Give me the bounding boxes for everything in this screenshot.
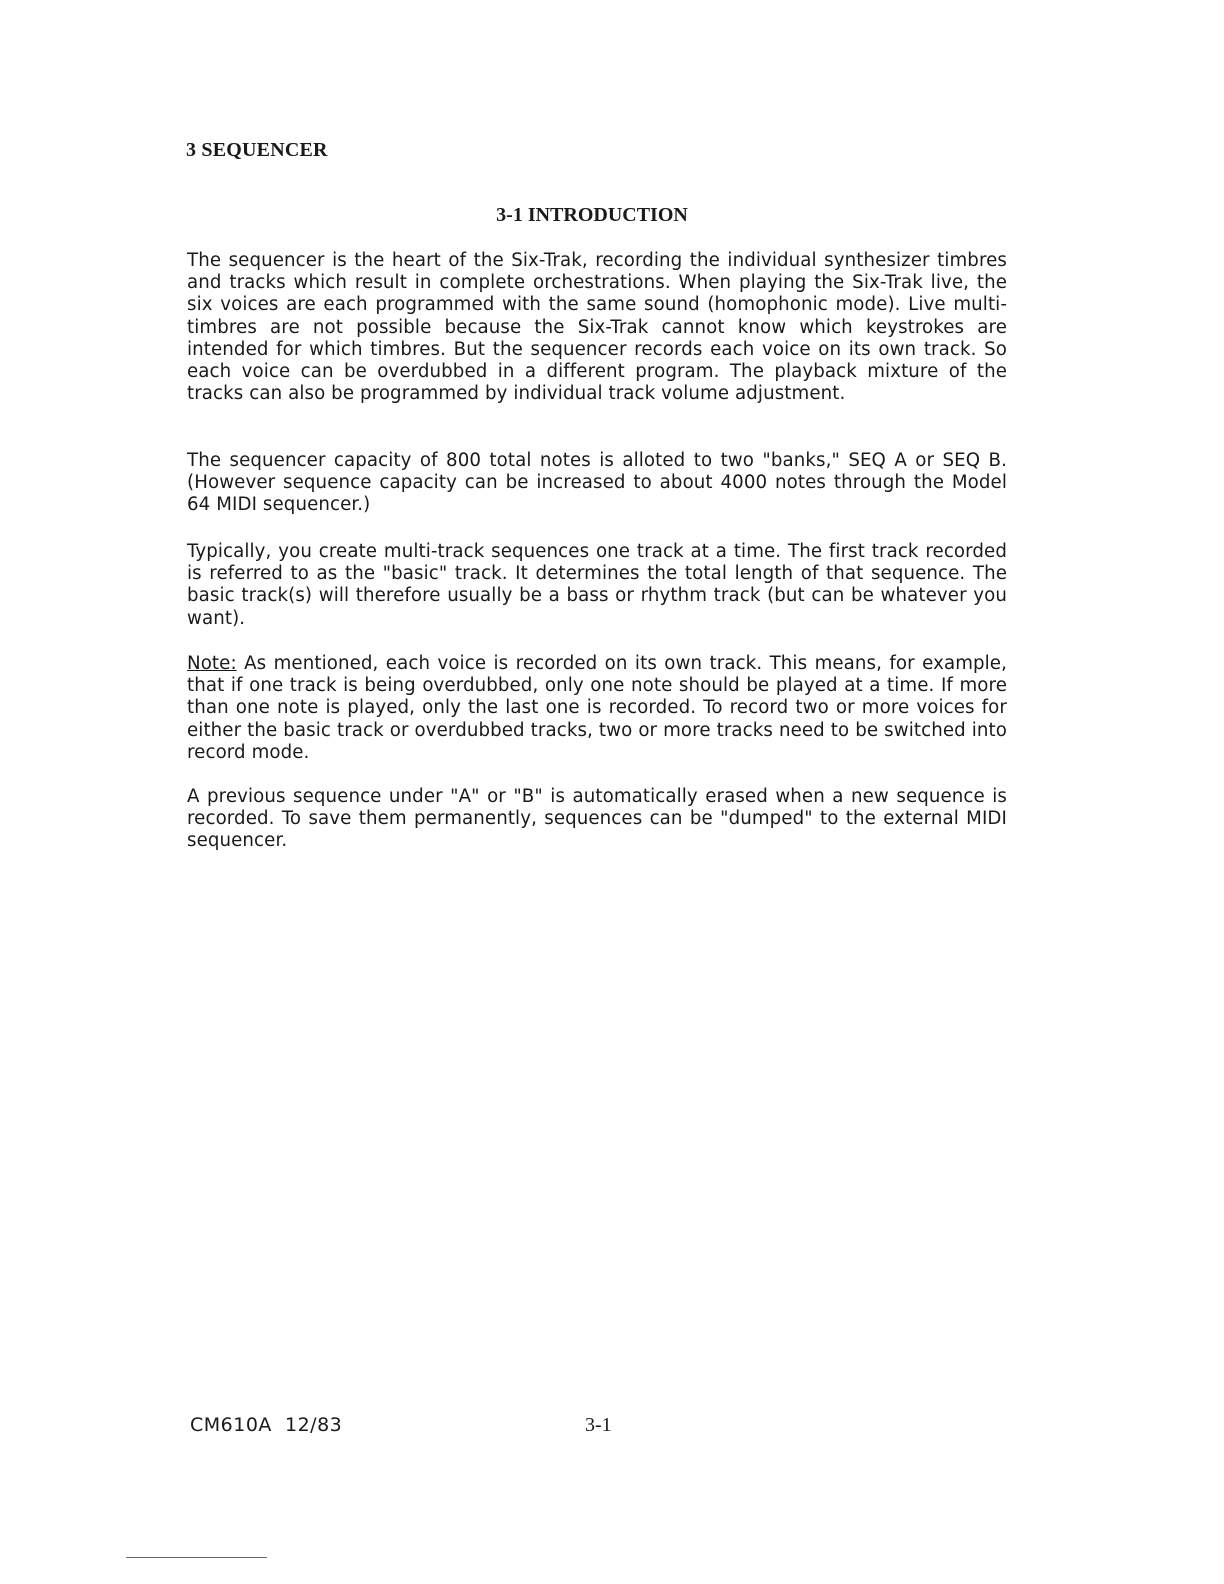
paragraph-capacity: The sequencer capacity of 800 total notes is alloted to two "banks," SEQ A or SEQ B. (However sequence capacity can be increased to about 4000 notes through the Model 64 MIDI sequencer.) [187,450,1007,516]
chapter-title: 3 SEQUENCER [186,139,328,161]
section-title: 3-1 INTRODUCTION [496,204,688,226]
paragraph-intro: The sequencer is the heart of the Six-Trak, recording the individual synthesizer timbres and tracks which result in complete orchestrations. When playing the Six-Trak live, the six voices are each programmed with the same sound (homophonic mode). Live multi-timbres are not possible because the Six-Trak cannot know which keystrokes are intended for which timbres. But the sequencer records each voice on its own track. So each voice can be overdubbed in a different program. The playback mixture of the tracks can also be programmed by individual track volume adjustment. [187,250,1007,405]
footer-document-id: CM610A 12/83 [190,1414,343,1436]
note-label: Note: [187,653,237,674]
footer-page-number: 3-1 [585,1414,612,1436]
scan-artifact-line [126,1557,267,1558]
paragraph-basic-track: Typically, you create multi-track sequences one track at a time. The first track recorded is referred to as the "basic" track. It determines the total length of that sequence. The basic track(s) will therefore usually be a bass or rhythm track (but can be whatever you want). [187,541,1007,629]
note-text: As mentioned, each voice is recorded on its own track. This means, for example, that if one track is being overdubbed, only one note should be played at a time. If more than one note is played, only the last one is recorded. To record two or more voices for either the basic track or overdubbed tracks, two or more tracks need to be switched into record mode. [187,653,1007,763]
paragraph-erase: A previous sequence under "A" or "B" is automatically erased when a new sequence is recorded. To save them permanently, sequences can be "dumped" to the external MIDI sequencer. [187,786,1007,852]
paragraph-note [187,653,1007,764]
